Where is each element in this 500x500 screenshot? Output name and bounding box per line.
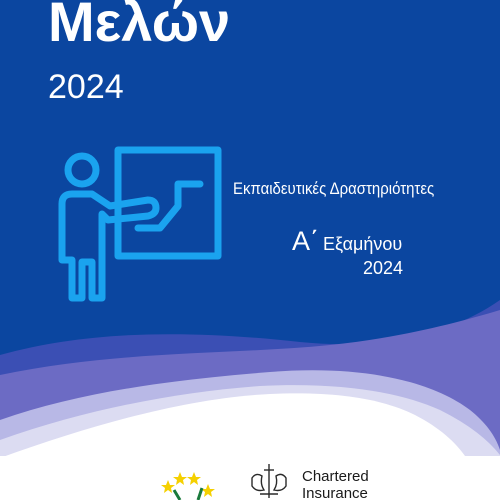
eu-stars-logo (156, 466, 218, 500)
leaf-accent (174, 488, 202, 500)
semester-number: Α΄ (292, 226, 319, 256)
semester-year: 2024 (363, 258, 404, 278)
title-line: Μελών (48, 0, 231, 53)
semester-line (292, 228, 402, 255)
presenter-chart-icon (48, 144, 224, 306)
cii-crest-logo (246, 462, 292, 500)
cii-wordmark (302, 468, 369, 500)
footer-logos (150, 462, 410, 500)
star-icon (187, 472, 201, 485)
subtitle: Εκπαιδευτικές Δραστηριότητες (233, 179, 435, 198)
semester-label: Εξαμήνου (323, 234, 403, 254)
person-body (62, 194, 156, 298)
crest-left-figure (252, 474, 264, 490)
star-icon (173, 472, 187, 485)
title-year: 2024 (48, 68, 124, 106)
chart-line (138, 184, 200, 228)
star-icon (201, 484, 215, 497)
cii-line-1: Chartered (302, 468, 369, 485)
cii-line-2: Insurance (302, 485, 368, 500)
crest-right-figure (274, 474, 286, 490)
person-head (68, 156, 96, 184)
